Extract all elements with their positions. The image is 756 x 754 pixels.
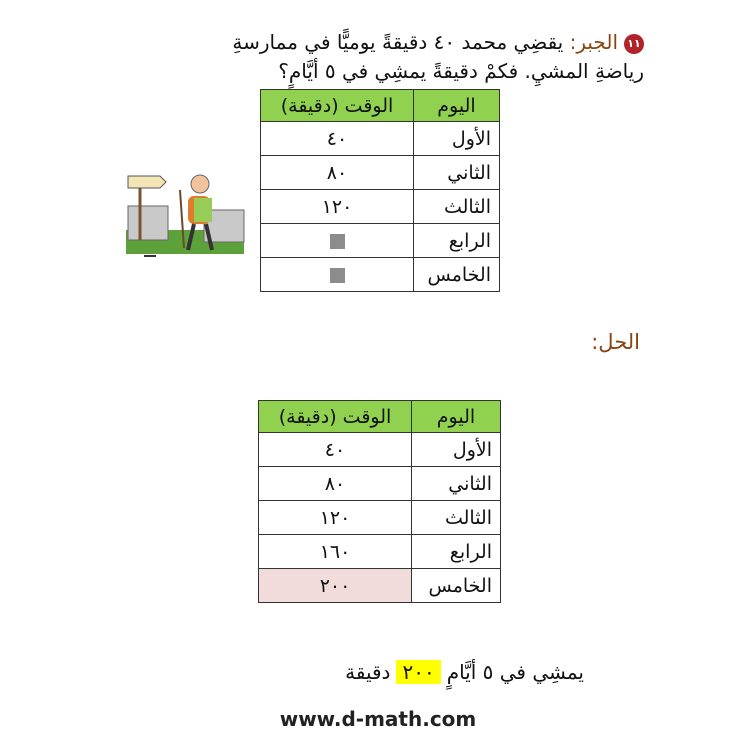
table-row <box>259 569 501 603</box>
question-line-1-text: يقضِي محمد ٤٠ دقيقةً يوميًّا في ممارسةِ <box>232 30 564 54</box>
day-cell: الثاني <box>412 467 501 501</box>
table-row <box>261 258 500 292</box>
header-time: الوقت (دقيقة) <box>259 401 412 433</box>
table-row <box>261 224 500 258</box>
table-row <box>259 433 501 467</box>
header-day: اليوم <box>412 401 501 433</box>
question-line-2: رياضةِ المشيِ. فكمْ دقيقةً يمشِي في ٥ أيَّامٍ؟ <box>278 59 644 83</box>
table-row <box>261 122 500 156</box>
day-cell: الأول <box>412 433 501 467</box>
day-cell: الأول <box>414 122 500 156</box>
table-row <box>259 535 501 569</box>
day-cell: الثالث <box>414 190 500 224</box>
table-row <box>259 467 501 501</box>
question-line-1 <box>124 28 644 57</box>
missing-value-square-icon <box>330 234 345 249</box>
header-time: الوقت (دقيقة) <box>261 90 414 122</box>
table-row <box>261 156 500 190</box>
time-cell: ٨٠ <box>261 156 414 190</box>
answer-sentence <box>345 660 584 684</box>
question-text <box>124 28 644 86</box>
day-cell: الرابع <box>412 535 501 569</box>
missing-value-cell <box>261 224 414 258</box>
missing-value-cell <box>261 258 414 292</box>
time-cell: ٤٠ <box>259 433 412 467</box>
time-cell: ١٦٠ <box>259 535 412 569</box>
missing-value-square-icon <box>330 268 345 283</box>
highlighted-time-cell: ٢٠٠ <box>259 569 412 603</box>
website-footer: www.d-math.com <box>279 707 477 731</box>
time-cell: ١٢٠ <box>261 190 414 224</box>
answer-prefix: يمشِي في ٥ أيَّامٍ <box>446 660 584 684</box>
day-cell: الثاني <box>414 156 500 190</box>
time-cell: ٤٠ <box>261 122 414 156</box>
question-table <box>260 89 500 292</box>
table-row <box>259 501 501 535</box>
answer-suffix: دقيقة <box>345 660 391 684</box>
hiker-clipart-icon <box>124 170 246 258</box>
question-topic: الجبر: <box>569 30 618 54</box>
solution-table <box>258 400 501 603</box>
time-cell: ١٢٠ <box>259 501 412 535</box>
answer-value-highlight: ٢٠٠ <box>396 660 440 684</box>
day-cell: الخامس <box>412 569 501 603</box>
time-cell: ٨٠ <box>259 467 412 501</box>
header-day: اليوم <box>414 90 500 122</box>
question-number-badge: ١١ <box>624 34 644 54</box>
solution-label: الحل: <box>591 330 640 354</box>
day-cell: الثالث <box>412 501 501 535</box>
day-cell: الخامس <box>414 258 500 292</box>
table-row <box>261 190 500 224</box>
day-cell: الرابع <box>414 224 500 258</box>
